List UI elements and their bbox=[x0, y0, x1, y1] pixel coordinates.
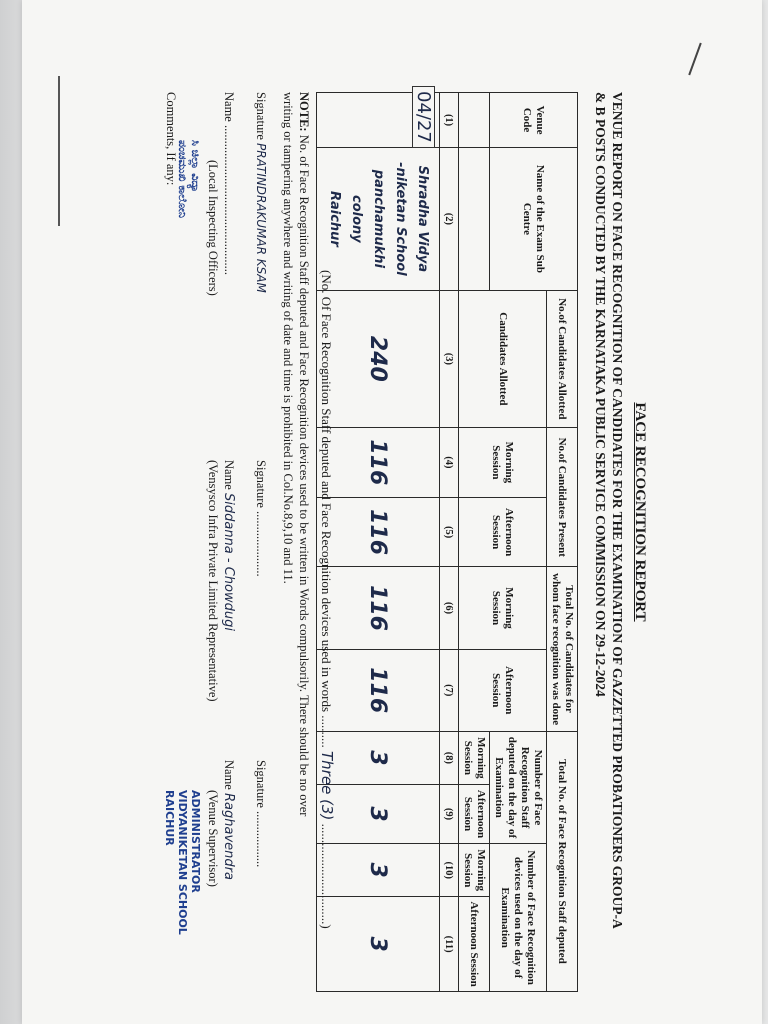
col-number: (2) bbox=[440, 148, 459, 291]
header-present-group: No.of Candidates Present bbox=[547, 428, 578, 567]
cell-present-morning: 116 bbox=[317, 428, 440, 498]
centre-line-2: -niketan School bbox=[393, 162, 408, 276]
margin-line bbox=[58, 76, 60, 226]
cell-staff-morning: 3 bbox=[317, 731, 440, 784]
header-face-morning: Morning Session bbox=[459, 567, 547, 649]
subtitle-line-1: VENUE REPORT ON FACE RECOGNITION OF CANDIDATES FOR THE EXAMINATION OF GAZZETTED PROBATIONERS GROUP-A bbox=[610, 92, 625, 929]
middle-name-label: Name bbox=[222, 460, 236, 490]
cell-devices-afternoon: 3 bbox=[317, 897, 440, 992]
left-official-stamp: ಸಿ ಚಿಲ್ಲಾ ವಿದ್ಯಾ ಪಂಚಮುಖಿ ಕಾಲೋನಿ bbox=[176, 140, 202, 219]
header-face-afternoon: Afternoon Session bbox=[459, 649, 547, 731]
header-staff-deputed: Number of Face Recognition Staff deputed on the day of Examination bbox=[490, 731, 547, 843]
words-end: ...............................) bbox=[319, 823, 334, 929]
cell-allotted: 240 bbox=[317, 290, 440, 427]
cell-centre-name bbox=[317, 148, 440, 291]
header-devices-used: Number of Face Recognition devices used on the day of Examination bbox=[490, 844, 547, 992]
middle-name bbox=[221, 460, 236, 631]
right-name-value: Raghavendra bbox=[221, 792, 236, 880]
centre-line-1: Shradha Vidya bbox=[415, 165, 430, 273]
right-role: (Venue Supervisor) bbox=[206, 790, 220, 887]
cell-present-afternoon: 116 bbox=[317, 497, 440, 567]
right-signature: Signature .................. bbox=[254, 760, 268, 868]
report-subtitle bbox=[592, 92, 626, 952]
col-number: (1) bbox=[440, 93, 459, 148]
right-name bbox=[221, 760, 236, 880]
header-devices-afternoon: Afternoon Session bbox=[459, 897, 490, 992]
cell-devices-morning: 3 bbox=[317, 844, 440, 897]
header-face-done-group: Total No. of Candidates for whom face recognition was done bbox=[547, 567, 578, 731]
col-number: (3) bbox=[440, 290, 459, 427]
middle-name-value: Siddanna - Chowdugi bbox=[221, 492, 236, 631]
report-table bbox=[316, 92, 578, 992]
left-signature bbox=[253, 92, 268, 293]
venue-code-handwritten: 04/27 bbox=[412, 86, 435, 148]
right-name-label: Name bbox=[222, 760, 236, 790]
note-text-1: No. of Face Recognition Staff deputed and Face Recognition devices used to be written in Words compulsorily. There should be no over bbox=[297, 134, 311, 817]
header-allotted-group: No.of Candidates Allotted bbox=[547, 290, 578, 427]
header-staff-afternoon: Afternoon Session bbox=[459, 784, 490, 843]
col-number: (11) bbox=[440, 897, 459, 992]
subtitle-line-2: & B POSTS CONDUCTED BY THE KARNATAKA PUBLIC SERVICE COMMISSION ON 29-12-2024 bbox=[593, 92, 608, 697]
comments-label: Comments, If any: bbox=[164, 92, 178, 186]
header-staff-morning: Morning Session bbox=[459, 731, 490, 784]
header-present-afternoon: Afternoon Session bbox=[459, 497, 547, 567]
col-number: (10) bbox=[440, 844, 459, 897]
header-centre: Name of the Exam Sub Centre bbox=[490, 148, 578, 291]
note-text-2: writing or tampering anywhere and writing of date and time is prohibited in Col.No.8,9,10 and 11. bbox=[281, 92, 295, 584]
right-official-stamp: ADMINISTRATOR VIDYANIKETAN SCHOOL RAICHUR bbox=[163, 790, 202, 935]
right-signature-label: Signature bbox=[254, 760, 268, 808]
col-number: (4) bbox=[440, 428, 459, 498]
cell-face-morning: 116 bbox=[317, 567, 440, 649]
col-number: (8) bbox=[440, 731, 459, 784]
middle-role: (Vensysco Infra Private Limited Representative) bbox=[206, 460, 220, 702]
left-signature-value: PRATINDRAKUMAR KSAM bbox=[254, 143, 268, 293]
col-number: (9) bbox=[440, 784, 459, 843]
note-block bbox=[280, 92, 312, 992]
col-number: (7) bbox=[440, 649, 459, 731]
col-number: (5) bbox=[440, 497, 459, 567]
cell-face-afternoon: 116 bbox=[317, 649, 440, 731]
header-devices-morning: Morning Session bbox=[459, 844, 490, 897]
left-name-line: Name ................................................ bbox=[222, 92, 236, 275]
col-number: (6) bbox=[440, 567, 459, 649]
words-value: Three (3) bbox=[318, 751, 336, 821]
cell-staff-afternoon: 3 bbox=[317, 784, 440, 843]
header-allotted-sub: Candidates Allotted bbox=[459, 290, 547, 427]
middle-signature-label: Signature bbox=[254, 460, 268, 508]
words-label: (No. Of Face Recognition Staff deputed and Face Recognition devices used in words .......... bbox=[319, 270, 334, 748]
middle-signature: Signature ..................... bbox=[254, 460, 268, 577]
header-present-morning: Morning Session bbox=[459, 428, 547, 498]
left-signature-label: Signature bbox=[254, 92, 268, 140]
header-venue-code: Venue Code bbox=[490, 93, 578, 148]
left-role: (Local Inspecting Officers) bbox=[206, 160, 220, 296]
report-title: FACE RECOGNITION REPORT bbox=[632, 402, 648, 622]
centre-line-4: Raichur bbox=[327, 190, 342, 247]
note-label: NOTE: bbox=[297, 92, 311, 132]
centre-line-3: panchamukhi colony bbox=[349, 169, 386, 269]
words-line bbox=[318, 270, 336, 929]
header-staff-group: Total No. of Face Recognition Staff deputed bbox=[547, 731, 578, 991]
